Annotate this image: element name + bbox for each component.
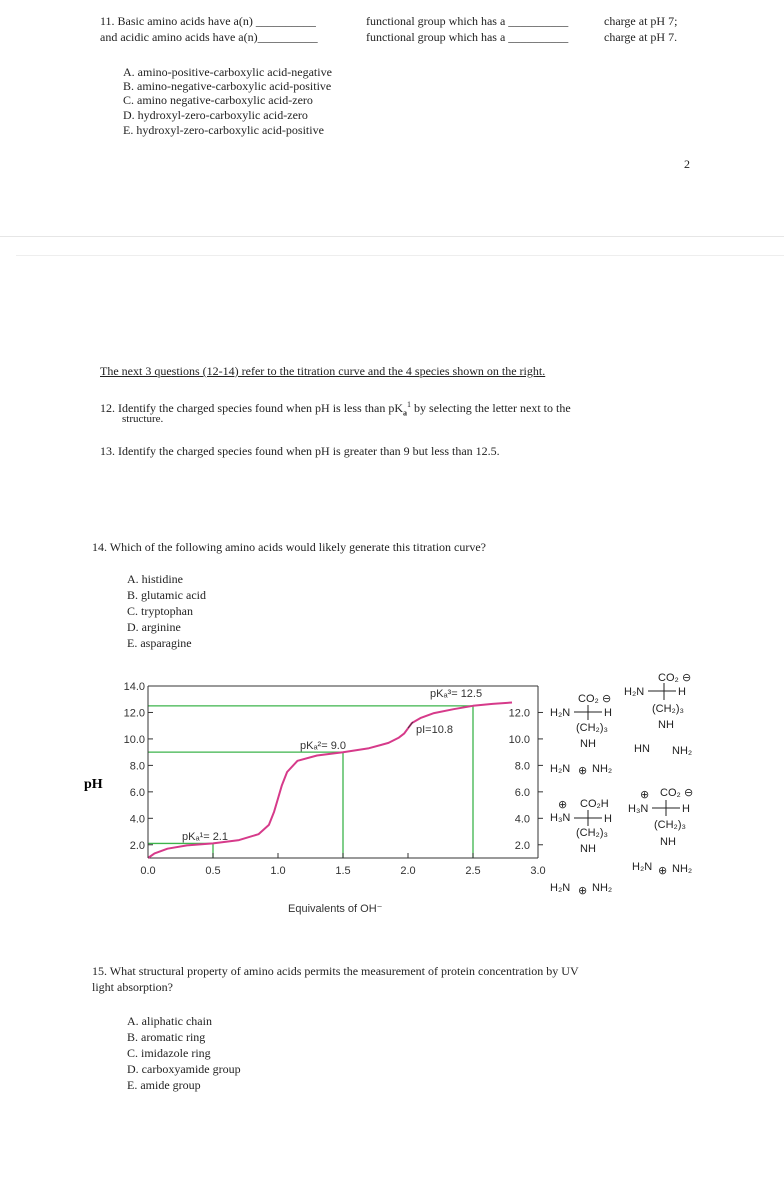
q15-option-c: C. imidazole ring <box>127 1046 211 1060</box>
right-tick-label: 12.0 <box>508 707 530 720</box>
x-tick-label: 0.5 <box>205 865 221 877</box>
y-axis-label: pH <box>84 777 103 792</box>
q15-option-a: A. aliphatic chain <box>127 1014 212 1028</box>
species-1-h2n: H₂N <box>550 707 571 719</box>
page-divider <box>0 236 784 237</box>
species-1-carboxylate-charge: ⊖ <box>602 693 612 705</box>
species-4-guan-charge: ⊕ <box>658 865 668 877</box>
species-3-h3n: H₃N <box>550 812 571 824</box>
q15-line1: 15. What structural property of amino acids permits the measurement of protein concentration by UV <box>92 964 579 978</box>
annotation-pi: pI=10.8 <box>416 724 454 736</box>
species-1-nh: NH <box>580 738 596 750</box>
x-tick-label: 1.5 <box>335 865 351 877</box>
y-tick-label: 12.0 <box>123 707 145 720</box>
q11-option-d: D. hydroxyl-zero-carboxylic acid-zero <box>123 108 308 122</box>
q11-option-b: B. amino-negative-carboxylic acid-positive <box>123 79 332 93</box>
species-1 <box>550 693 612 777</box>
pi-pointer <box>408 722 413 728</box>
q11-line2-part1: and acidic amino acids have a(n)__________ <box>100 30 318 44</box>
questions-intro: The next 3 questions (12-14) refer to the titration curve and the 4 species shown on the right. <box>100 364 546 378</box>
species-1-nh2: NH₂ <box>592 763 613 775</box>
annotation-pka3: pKₐ³= 12.5 <box>430 688 483 700</box>
species-2-h: H <box>678 686 686 698</box>
q11-option-a: A. amino-positive-carboxylic acid-negative <box>123 65 332 79</box>
x-axis-label: Equivalents of OH⁻ <box>288 903 383 915</box>
q15-option-b: B. aromatic ring <box>127 1030 206 1044</box>
q11-line2-part2: functional group which has a __________ <box>366 30 569 44</box>
q12-superscript: 1 <box>407 400 412 409</box>
species-2-hn: HN <box>634 743 650 755</box>
species-3-co2h: CO₂H <box>580 798 609 810</box>
species-3-guan-charge: ⊕ <box>578 885 588 897</box>
y-tick-label: 14.0 <box>123 681 145 693</box>
species-3-nh2: NH₂ <box>592 882 613 894</box>
annotation-pka1: pKₐ¹= 2.1 <box>182 831 228 843</box>
right-tick-label: 8.0 <box>514 760 530 773</box>
species-3-ch23: (CH₂)₃ <box>576 827 608 839</box>
x-tick-label: 1.0 <box>270 865 286 877</box>
q11-line1-part3: charge at pH 7; <box>604 14 678 28</box>
species-2-nh: NH <box>658 719 674 731</box>
y-tick-label: 10.0 <box>123 733 145 746</box>
q15-option-e: E. amide group <box>127 1078 201 1092</box>
right-tick-label: 10.0 <box>508 733 530 746</box>
species-1-guan-charge: ⊕ <box>578 765 588 777</box>
species-3-nh: NH <box>580 843 596 855</box>
species-3-h: H <box>604 813 612 825</box>
species-4-carboxylate-charge: ⊖ <box>684 787 694 799</box>
page-number: 2 <box>684 157 690 171</box>
x-tick-label: 2.5 <box>465 865 481 877</box>
q13-text: 13. Identify the charged species found when pH is greater than 9 but less than 12.5. <box>100 444 500 458</box>
species-3-h2n: H₂N <box>550 882 571 894</box>
species-3 <box>550 798 612 897</box>
species-2-h2n: H₂N <box>624 686 645 698</box>
species-2-ch23: (CH₂)₃ <box>652 703 684 715</box>
species-4-h2n: H₂N <box>632 861 653 873</box>
right-tick-label: 6.0 <box>514 786 530 799</box>
q15-option-d: D. carboxyamide group <box>127 1062 241 1076</box>
q14-option-b: B. glutamic acid <box>127 588 206 602</box>
titration-chart <box>80 670 550 920</box>
q11-line1-part1: 11. Basic amino acids have a(n) __________ <box>100 14 316 28</box>
x-tick-label: 0.0 <box>140 865 156 877</box>
species-1-h2n-guan: H₂N <box>550 763 571 775</box>
species-1-co2: CO₂ <box>578 693 599 705</box>
q11-option-e: E. hydroxyl-zero-carboxylic acid-positive <box>123 123 324 137</box>
species-4-h: H <box>682 803 690 815</box>
species-4-amine-charge: ⊕ <box>640 789 650 801</box>
q14-text: 14. Which of the following amino acids would likely generate this titration curve? <box>92 540 487 554</box>
q15-line2: light absorption? <box>92 980 173 994</box>
page-divider-secondary <box>16 255 784 256</box>
q12-line2: structure. <box>122 413 164 425</box>
species-1-ch23: (CH₂)₃ <box>576 722 608 734</box>
q14-option-e: E. asparagine <box>127 636 192 650</box>
y-tick-label: 4.0 <box>129 813 145 826</box>
annotation-pka2: pKₐ²= 9.0 <box>300 740 346 752</box>
species-4-nh: NH <box>660 836 676 848</box>
species-4-nh2: NH₂ <box>672 863 693 875</box>
species-4 <box>628 787 693 877</box>
species-4-ch23: (CH₂)₃ <box>654 819 686 831</box>
q14-option-a: A. histidine <box>127 572 183 586</box>
right-tick-label: 3.0 <box>530 865 546 877</box>
species-2-carboxylate-charge: ⊖ <box>682 672 692 684</box>
species-4-h3n: H₃N <box>628 803 649 815</box>
x-tick-label: 2.0 <box>400 865 416 877</box>
species-2-co2: CO₂ <box>658 672 679 684</box>
q12-text: 12. Identify the charged species found when pH is less than pK <box>100 401 404 415</box>
q12-text-end: by selecting the letter next to the <box>411 401 571 415</box>
q11-line1-part2: functional group which has a __________ <box>366 14 569 28</box>
species-2-nh2: NH₂ <box>672 745 693 757</box>
species-2 <box>624 672 692 757</box>
species-1-h: H <box>604 707 612 719</box>
right-tick-label: 4.0 <box>514 813 530 826</box>
q14-option-d: D. arginine <box>127 620 181 634</box>
y-tick-label: 8.0 <box>129 760 145 773</box>
species-structures <box>530 662 780 902</box>
species-4-co2: CO₂ <box>660 787 681 799</box>
y-tick-label: 2.0 <box>129 839 145 852</box>
right-tick-label: 2.0 <box>514 839 530 852</box>
q12-line1 <box>100 397 571 420</box>
y-tick-label: 6.0 <box>129 786 145 799</box>
q14-option-c: C. tryptophan <box>127 604 193 618</box>
species-3-amine-charge: ⊕ <box>558 799 568 811</box>
q11-option-c: C. amino negative-carboxylic acid-zero <box>123 93 313 107</box>
q11-line2-part3: charge at pH 7. <box>604 30 678 44</box>
q12-subscript: a <box>403 408 408 418</box>
